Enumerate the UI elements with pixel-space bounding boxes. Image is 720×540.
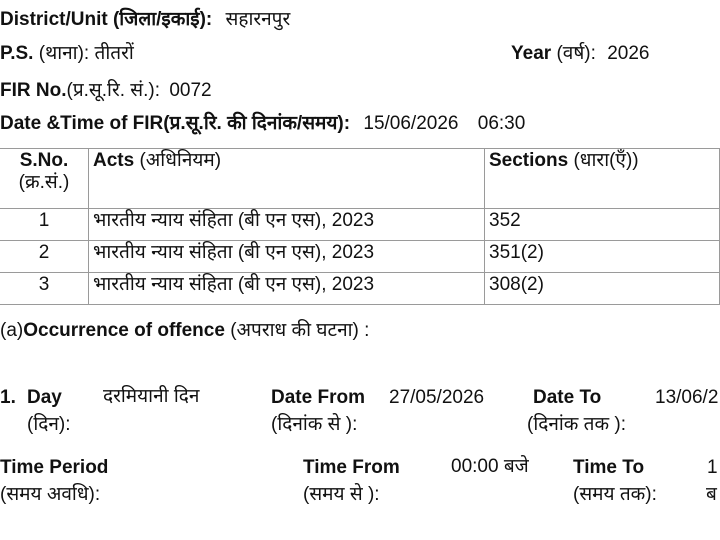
sno-header-label: S.No. <box>19 150 69 171</box>
fir-value: 0072 <box>169 80 212 101</box>
ps-label: P.S. <box>0 43 34 64</box>
acts-table-header-row <box>0 149 720 209</box>
acts-header-label: Acts <box>93 150 135 171</box>
day-label: Day <box>27 387 62 408</box>
occurrence-title: Occurrence of offence <box>23 320 225 341</box>
row-act: भारतीय न्याय संहिता (बी एन एस), 2023 <box>89 209 485 241</box>
fir-datetime-label-hindi: (प्र.सू.रि. की दिनांक/समय): <box>163 113 351 134</box>
time-to-label-hindi: (समय तक): <box>573 484 657 505</box>
row-act: भारतीय न्याय संहिता (बी एन एस), 2023 <box>89 241 485 273</box>
year-label: Year <box>511 43 552 64</box>
time-period-label: Time Period <box>0 457 109 478</box>
district-label: District/Unit <box>0 9 108 30</box>
sections-header <box>485 149 720 209</box>
occurrence-title-hindi: (अपराध की घटना) : <box>230 320 370 341</box>
date-from-label-hindi: (दिनांक से ): <box>271 414 358 435</box>
fir-number-line <box>0 80 212 102</box>
sno-header-label-hindi: (क्र.सं.) <box>18 171 70 193</box>
acts-header-label-hindi: (अधिनियम) <box>139 150 222 171</box>
sections-header-label: Sections <box>489 150 569 171</box>
date-from-value: 27/05/2026 <box>389 387 485 408</box>
occurrence-heading <box>0 320 369 342</box>
row-section: 308(2) <box>485 273 720 305</box>
sno-header <box>0 149 89 209</box>
fir-label: FIR No. <box>0 80 67 101</box>
date-to-label-hindi: (दिनांक तक ): <box>527 414 626 435</box>
ps-value: तीतरों <box>94 43 134 64</box>
day-label-hindi: (दिन): <box>27 414 71 435</box>
row-sno: 3 <box>0 273 89 305</box>
district-value: सहारनपुर <box>225 9 291 30</box>
year-label-hindi: (वर्ष): <box>556 43 596 64</box>
fir-datetime-line <box>0 113 525 135</box>
ps-label-hindi: (थाना): <box>38 43 90 64</box>
sections-header-label-hindi: (धारा(एँ)) <box>573 150 639 171</box>
row-section: 351(2) <box>485 241 720 273</box>
row-sno: 1 <box>0 209 89 241</box>
fir-datetime-label: Date &Time of FIR <box>0 113 164 134</box>
year-line <box>511 43 649 65</box>
district-label-hindi: (जिला/इकाई): <box>112 9 213 30</box>
day-number: 1. <box>0 387 16 408</box>
row-sno: 2 <box>0 241 89 273</box>
table-row <box>0 209 720 241</box>
year-value: 2026 <box>607 43 650 64</box>
acts-header <box>89 149 485 209</box>
police-station-line <box>0 43 134 65</box>
district-line <box>0 9 290 31</box>
table-row <box>0 241 720 273</box>
fir-label-hindi: (प्र.सू.रि. सं.): <box>66 80 161 101</box>
row-act: भारतीय न्याय संहिता (बी एन एस), 2023 <box>89 273 485 305</box>
day-value: दरमियानी दिन <box>103 386 200 407</box>
fir-time-value: 06:30 <box>477 113 526 134</box>
occurrence-prefix: (a) <box>0 320 24 341</box>
time-from-label: Time From <box>303 457 400 478</box>
time-from-value: 00:00 बजे <box>451 456 529 477</box>
table-row <box>0 273 720 305</box>
fir-date-value: 15/06/2026 <box>363 113 459 134</box>
time-period-label-hindi: (समय अवधि): <box>0 484 101 505</box>
date-to-value: 13/06/2 <box>655 387 719 408</box>
time-to-value-hindi: ब <box>706 484 717 505</box>
date-to-label: Date To <box>533 387 602 408</box>
row-section: 352 <box>485 209 720 241</box>
time-from-label-hindi: (समय से ): <box>303 484 380 505</box>
acts-table <box>0 148 720 305</box>
time-to-label: Time To <box>573 457 645 478</box>
date-from-label: Date From <box>271 387 365 408</box>
time-to-value: 1 <box>707 457 718 478</box>
